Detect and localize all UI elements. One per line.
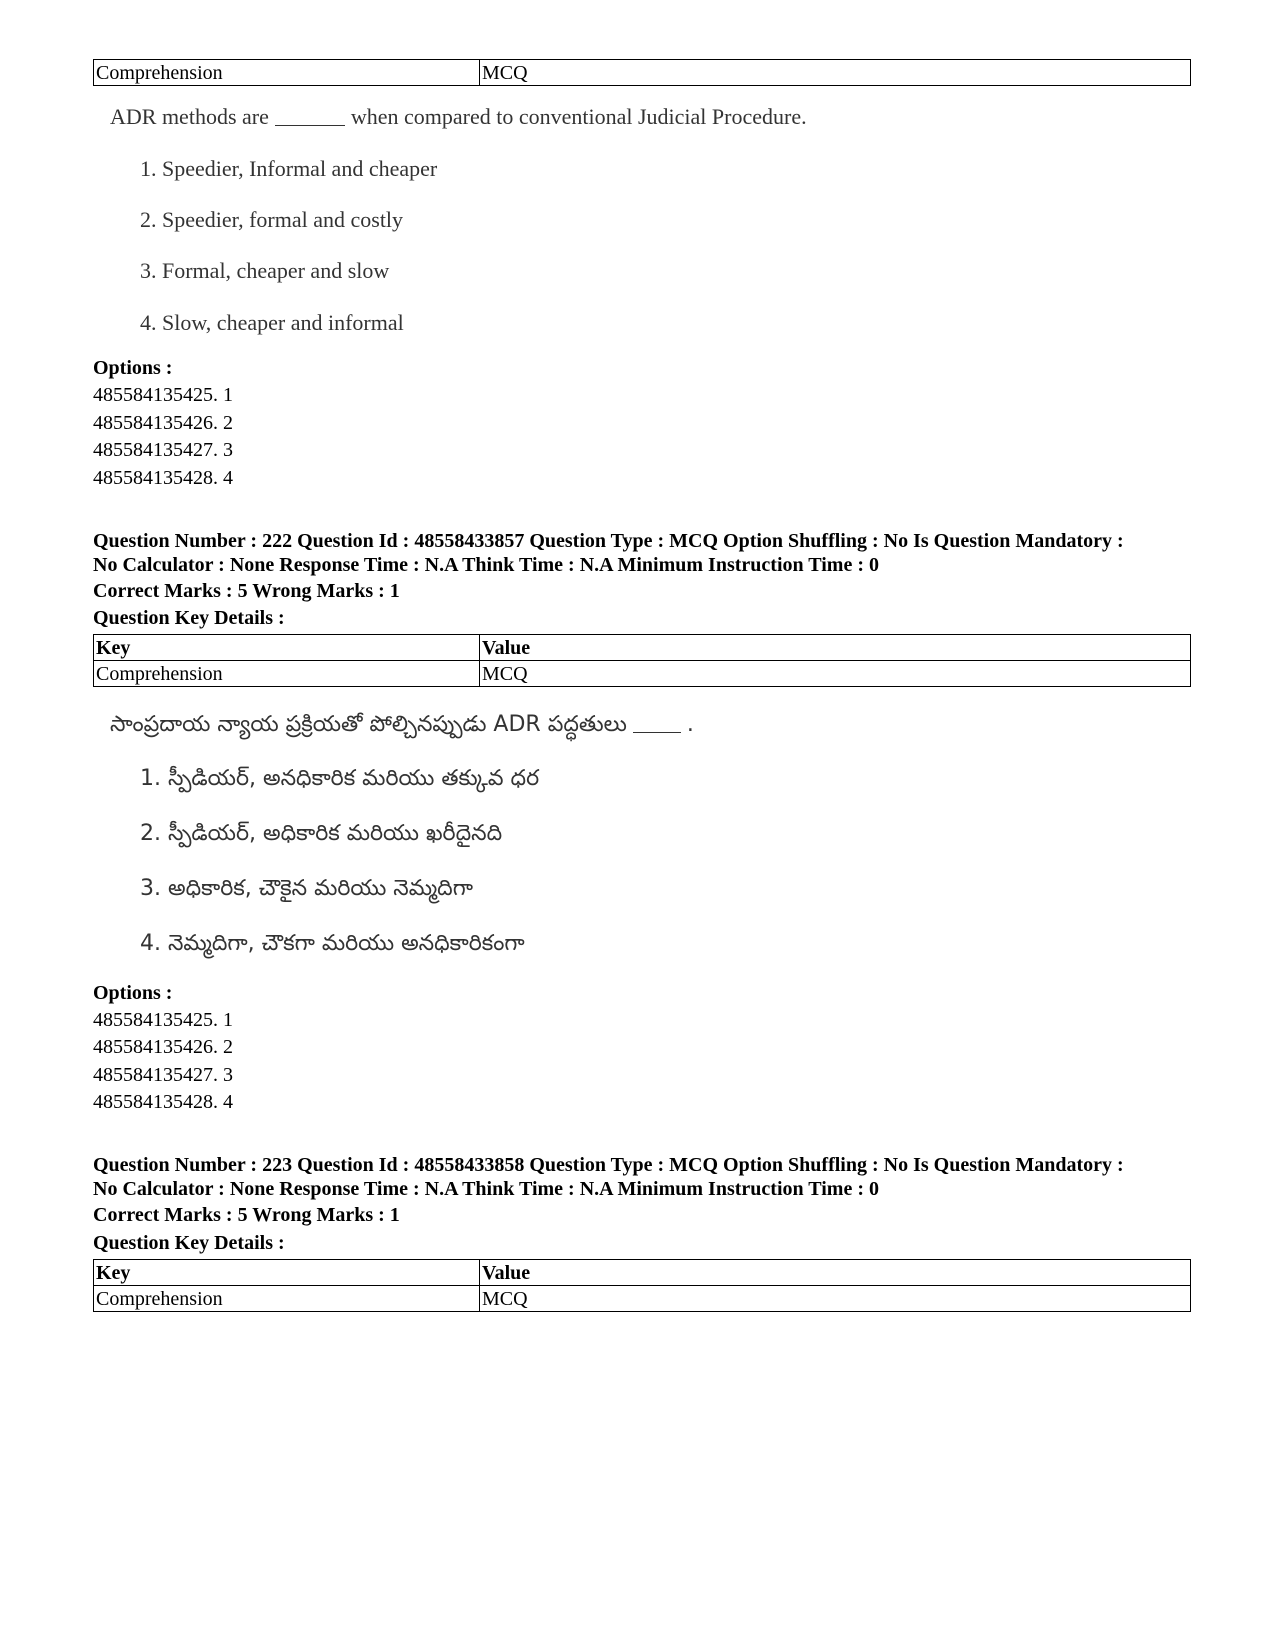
stem-text-after: . bbox=[686, 712, 694, 737]
table-row bbox=[94, 1286, 1191, 1312]
question-marks: Correct Marks : 5 Wrong Marks : 1 bbox=[93, 580, 400, 602]
question-meta bbox=[93, 1153, 1203, 1201]
question-meta-line2: No Calculator : None Response Time : N.A Think Time : N.A Minimum Instruction Time : 0 bbox=[93, 1178, 879, 1200]
table-cell-value: MCQ bbox=[480, 60, 1191, 86]
question-key-details-heading: Question Key Details : bbox=[93, 607, 285, 629]
option-item: 485584135426. 2 bbox=[93, 1036, 233, 1058]
table-header-key: Key bbox=[94, 635, 480, 661]
option-item: 485584135425. 1 bbox=[93, 1009, 233, 1031]
key-table-q222 bbox=[93, 634, 1191, 687]
question-stem-telugu bbox=[110, 712, 694, 742]
option-item: 485584135427. 3 bbox=[93, 1064, 233, 1086]
stem-text-before: ADR methods are bbox=[110, 104, 269, 129]
choice-item: 3. Formal, cheaper and slow bbox=[140, 258, 390, 283]
answer-blank bbox=[275, 125, 345, 126]
option-item: 485584135425. 1 bbox=[93, 384, 233, 406]
question-key-details-heading: Question Key Details : bbox=[93, 1232, 285, 1254]
table-header-value: Value bbox=[480, 635, 1191, 661]
options-heading: Options : bbox=[93, 357, 173, 379]
choice-item: 4. Slow, cheaper and informal bbox=[140, 310, 404, 335]
question-meta-line1: Question Number : 222 Question Id : 48558433857 Question Type : MCQ Option Shuffling : No Is Question Mandatory : bbox=[93, 530, 1124, 552]
option-item: 485584135428. 4 bbox=[93, 1091, 233, 1113]
question-meta-line2: No Calculator : None Response Time : N.A Think Time : N.A Minimum Instruction Time : 0 bbox=[93, 554, 879, 576]
choice-item: 1. స్పీడియర్, అనధికారిక మరియు తక్కువ ధర bbox=[140, 766, 540, 791]
table-row bbox=[94, 661, 1191, 687]
choice-item: 2. స్పీడియర్, అధికారిక మరియు ఖరీదైనది bbox=[140, 821, 503, 846]
key-table-top bbox=[93, 59, 1191, 86]
question-meta-line1: Question Number : 223 Question Id : 48558433858 Question Type : MCQ Option Shuffling : No Is Question Mandatory : bbox=[93, 1154, 1124, 1176]
question-marks: Correct Marks : 5 Wrong Marks : 1 bbox=[93, 1204, 400, 1226]
table-cell-key: Comprehension bbox=[94, 60, 480, 86]
option-item: 485584135427. 3 bbox=[93, 439, 233, 461]
options-heading: Options : bbox=[93, 982, 173, 1004]
stem-text-after: when compared to conventional Judicial Procedure. bbox=[350, 104, 807, 129]
question-stem-english bbox=[110, 104, 807, 130]
option-item: 485584135426. 2 bbox=[93, 412, 233, 434]
table-cell-key: Comprehension bbox=[94, 1286, 480, 1312]
choice-item: 3. అధికారిక, చౌకైన మరియు నెమ్మదిగా bbox=[140, 876, 473, 901]
table-header-value: Value bbox=[480, 1260, 1191, 1286]
stem-text-before: సాంప్రదాయ న్యాయ ప్రక్రియతో పోల్చినప్పుడు ADR పద్ధతులు bbox=[110, 712, 627, 737]
key-table-q223 bbox=[93, 1259, 1191, 1312]
answer-blank bbox=[633, 732, 681, 733]
table-cell-value: MCQ bbox=[480, 661, 1191, 687]
choice-item: 1. Speedier, Informal and cheaper bbox=[140, 156, 438, 181]
table-row bbox=[94, 60, 1191, 86]
question-meta bbox=[93, 529, 1203, 577]
table-header-row bbox=[94, 1260, 1191, 1286]
choice-item: 2. Speedier, formal and costly bbox=[140, 207, 404, 232]
choice-item: 4. నెమ్మదిగా, చౌకగా మరియు అనధికారికంగా bbox=[140, 931, 525, 956]
table-cell-value: MCQ bbox=[480, 1286, 1191, 1312]
table-cell-key: Comprehension bbox=[94, 661, 480, 687]
table-header-row bbox=[94, 635, 1191, 661]
option-item: 485584135428. 4 bbox=[93, 467, 233, 489]
table-header-key: Key bbox=[94, 1260, 480, 1286]
